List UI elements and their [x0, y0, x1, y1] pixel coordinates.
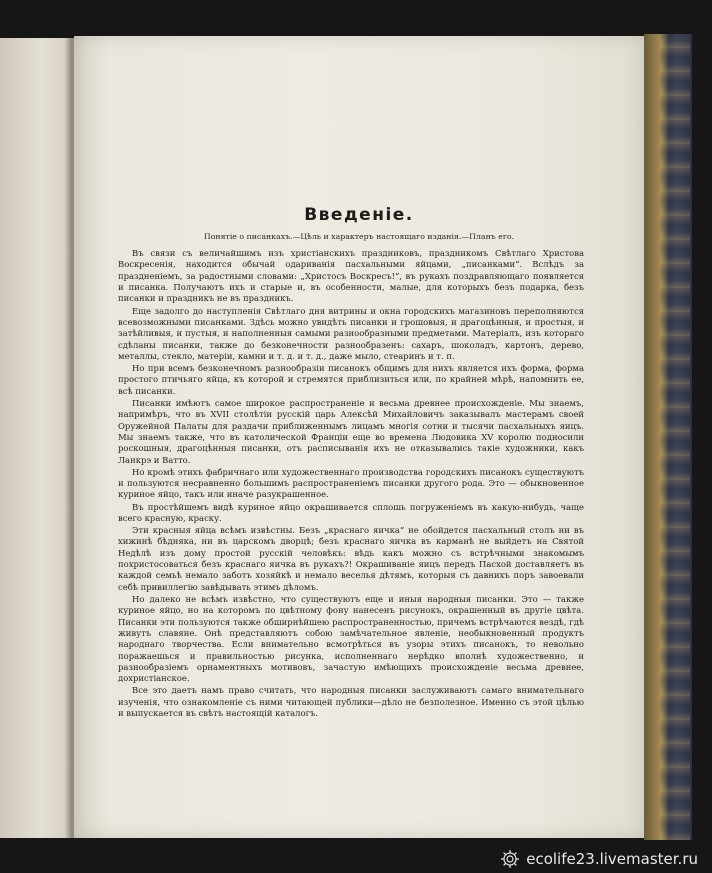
left-page-edge [0, 38, 74, 838]
paragraph: Еще задолго до наступленія Свѣтлаго дня витрины и окна городскихъ магазиновъ переполняются всевозможными писанками. Здѣсь можно увидѣть писанки и грошовыя, и драгоцѣнныя, и простыя, и затѣйливыя, и пустыя, и наполненныя самыми разнообразными предметами. Матеріалъ, изъ котораго сдѣланы писанки, также до безконечности разнообразенъ: сахаръ, шоколадъ, картонъ, дерево, металлы, стекло, матеріи, камни и т. д. и т. д., даже мыло, стеаринъ и т. п. [118, 305, 584, 361]
cover-wear-texture [660, 34, 690, 840]
body-text [118, 248, 584, 720]
paragraph: Эти красныя яйца всѣмъ извѣстны. Безъ „краснаго яичка“ не обойдется пасхальный столъ ни въ хижинѣ бѣдняка, ни въ царскомъ дворцѣ; безъ краснаго яичка въ карманѣ не выйдетъ на Святой Недѣлѣ изъ дому простой русскій человѣкъ: вѣдь какъ можно съ встрѣчными знакомымъ похристосоваться безъ краснаго яичка въ рукахъ?! Окрашиваніе яицъ передъ Пасхой доставляетъ въ каждой семьѣ немало заботъ хозяйкѣ и немало веселья дѣтямъ, которыя съ давнихъ поръ завоевали себѣ привиллегію завѣдывать этимъ дѣломъ. [118, 525, 584, 592]
paragraph: Въ связи съ величайшимъ изъ христіанскихъ праздниковъ, праздникомъ Свѣтлаго Христова Воскресенія, находится обычай одариванія пасхальными яйцами, „писанками“. Вслѣдъ за праздненіемъ, за радостными словами: „Христосъ Воскресъ!“, въ рукахъ поздравляющаго появляется и писанка. Получаютъ ихъ и старые и, въ особенности, малые, для которыхъ безъ подарка, безъ писанки и праздникъ не въ праздникъ. [118, 248, 584, 304]
mandala-icon [500, 849, 520, 869]
paragraph: Писанки имѣютъ самое широкое распространеніе и весьма древнее происхожденіе. Мы знаемъ, напримѣръ, что въ XVII столѣтіи русскій царь Алексѣй Михайловичъ заказывалъ мастерамъ своей Оружейной Палаты для раздачи приближеннымъ лицамъ многія сотни и тысячи пасхальныхъ яицъ. Мы знаемъ также, что въ католической Франціи еще во времена Людовика XV королю подносили роскошныя, драгоцѣнныя писанки, отъ расписыванія ихъ не отказывались такіе художники, какъ Ланкрэ и Ватто. [118, 397, 584, 465]
paragraph: Все это даетъ намъ право считать, что народныя писанки заслуживаютъ самаго внимательнаго изученія, что ознакомленіе съ ними читающей публики—дѣло не безполезное. Именно съ этой цѣлью и выпускается въ свѣтъ настоящій каталогъ. [118, 685, 584, 719]
page-title: Введеніе. [304, 205, 414, 225]
paragraph: Но далеко не всѣмъ извѣстно, что существуютъ еще и иныя народныя писанки. Это — также куриное яйцо, но на которомъ по цвѣтному фону нанесенъ рисунокъ, окрашенный въ другіе цвѣта. Писанки эти пользуются также обширнѣйшею распространенностью, причемъ встрѣчаются вездѣ, гдѣ живутъ славяне. Онѣ представляютъ собою замѣчательное явленіе, необыкновенный продуктъ народнаго творчества. Если внимательно всмотрѣться въ узоры этихъ писанокъ, то невольно поражаешься и правильностью рисунка, исполненнаго нерѣдко вполнѣ художественно, и разнообразіемъ орнаментныхъ мотивовъ, зачастую имѣющихъ происхожденіе весьма древнее, дохристіанское. [118, 593, 584, 684]
paragraph: Но при всемъ безконечномъ разнообразіи писанокъ общимъ для нихъ является ихъ форма, форма простого птичьяго яйца, къ которой и стремятся приблизиться или, по крайней мѣрѣ, напомнить ее, всѣ писанки. [118, 363, 584, 396]
page-subtitle: Понятіе о писанкахъ.—Цѣль и характеръ настоящаго изданія.—Планъ его. [203, 232, 515, 241]
paragraph: Въ простѣйшемъ видѣ куриное яйцо окрашивается сплошь погруженіемъ въ какую-нибудь, чаще всего красную, краску. [118, 501, 584, 523]
paragraph: Но кромѣ этихъ фабричнаго или художественнаго производства городскихъ писанокъ существуютъ и пользуются несравненно большимъ распространеніемъ писанки другого рода. Это — обыкновенное куриное яйцо, такъ или иначе разукрашенное. [118, 466, 584, 500]
watermark [500, 849, 698, 869]
watermark-text: ecolife23.livemaster.ru [526, 850, 698, 868]
